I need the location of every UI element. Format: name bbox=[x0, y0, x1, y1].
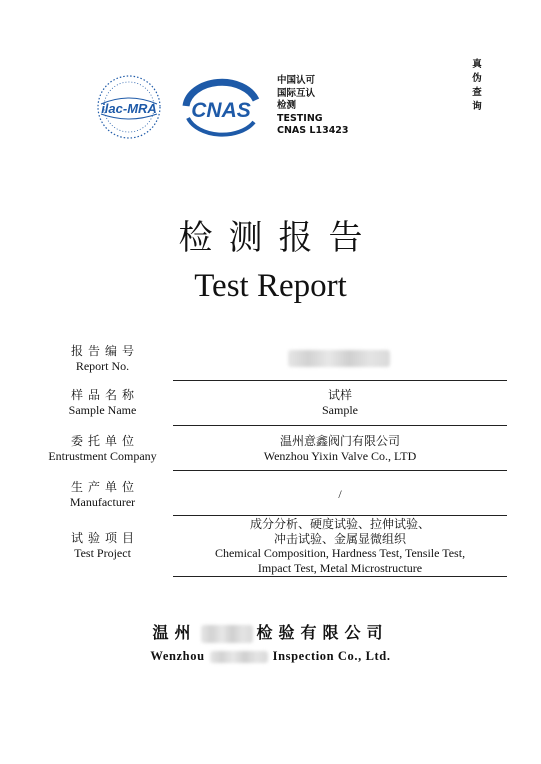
report-title-en: Test Report bbox=[194, 268, 347, 304]
company-name-en: Wenzhou Inspection Co., Ltd. bbox=[150, 649, 391, 663]
field-divider bbox=[173, 380, 507, 381]
redacted-company-name bbox=[201, 625, 253, 643]
field-divider bbox=[173, 470, 507, 471]
cert-line: TESTING bbox=[277, 112, 323, 124]
entrustment-company-value: 温州意鑫阀门有限公司 Wenzhou Yixin Valve Co., LTD bbox=[263, 434, 417, 463]
cnas-logo bbox=[178, 78, 264, 142]
redacted-report-number bbox=[288, 350, 390, 367]
test-project-label: 试验项目 Test Project bbox=[70, 531, 139, 560]
manufacturer-value: / bbox=[338, 487, 342, 501]
ilac-logo-text: ilac-MRA bbox=[101, 101, 157, 116]
authenticity-check-link[interactable]: 真 伪 查 询 bbox=[472, 59, 482, 112]
sample-name-label: 样品名称 Sample Name bbox=[68, 388, 139, 417]
company-name-cn: 温州 检验有限公司 bbox=[152, 623, 389, 642]
field-divider bbox=[173, 425, 507, 426]
field-divider bbox=[173, 576, 507, 577]
manufacturer-label: 生产单位 Manufacturer bbox=[69, 480, 139, 509]
test-project-value: 成分分析、硬度试验、拉伸试验、 冲击试验、金属显微组织 Chemical Composition, Hardness Test, Tensile Test, Impact Test, Metal Microstructure bbox=[214, 517, 466, 575]
entrustment-company-label: 委托单位 Entrustment Company bbox=[48, 434, 157, 463]
ilac-mra-logo bbox=[93, 74, 165, 140]
cnas-logo-text: CNAS bbox=[191, 99, 251, 122]
sample-name-value: 试样 Sample bbox=[322, 388, 358, 417]
report-title-cn: 检测报告 bbox=[178, 218, 379, 258]
cert-line: 国际互认 bbox=[277, 87, 316, 99]
cert-line: CNAS L13423 bbox=[277, 125, 349, 136]
cert-line: 中国认可 bbox=[277, 75, 316, 86]
field-divider bbox=[173, 515, 507, 516]
accreditation-text bbox=[277, 75, 349, 138]
report-no-label: 报告编号 Report No. bbox=[70, 344, 139, 373]
redacted-company-name-en bbox=[210, 651, 268, 663]
cert-line: 检测 bbox=[277, 100, 297, 111]
